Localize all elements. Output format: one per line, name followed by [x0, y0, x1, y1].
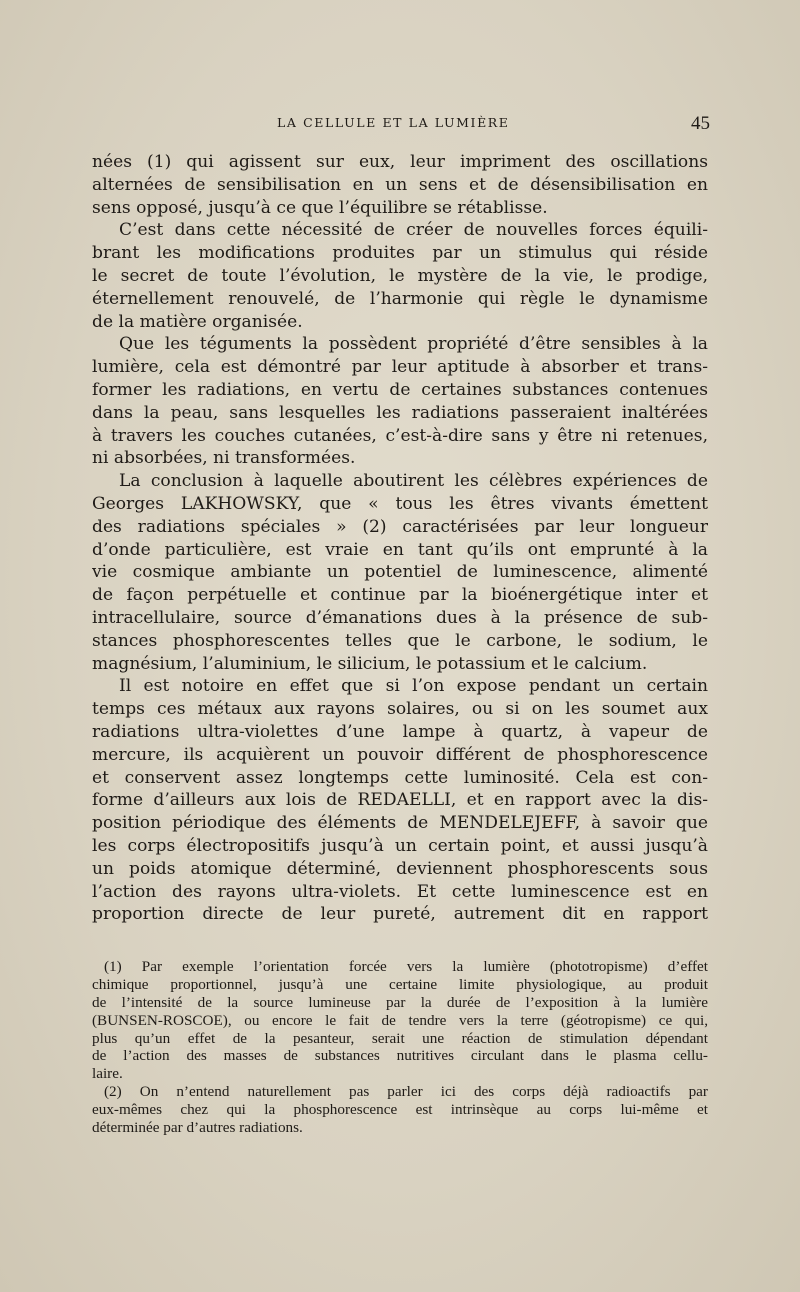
footnote-line: (1) Par exemple l’orientation forcée vers la lumière (phototropisme) d’effet: [104, 958, 708, 975]
body-line: ni absorbées, ni transformées.: [92, 448, 356, 469]
body-line: l’action des rayons ultra-violets. Et cette luminescence est en: [92, 881, 708, 902]
footnote-line: plus qu’un effet de la pesanteur, serait une réaction de stimulation dépendant: [92, 1029, 708, 1047]
body-line: et conservent assez longtemps cette luminosité. Cela est con-: [92, 767, 708, 788]
body-line: position périodique des éléments de MENDELEJEFF, à savoir que: [92, 813, 708, 834]
body-line: forme d’ailleurs aux lois de REDAELLI, et en rapport avec la dis-: [92, 790, 708, 811]
body-line: sens opposé, jusqu’à ce que l’équilibre se rétablisse.: [92, 197, 548, 218]
body-line: nées (1) qui agissent sur eux, leur impriment des oscillations: [92, 152, 708, 172]
body-line: un poids atomique déterminé, deviennent phosphorescents sous: [92, 858, 708, 879]
running-head: [92, 113, 710, 135]
body-text: [92, 151, 708, 926]
running-title: LA CELLULE ET LA LUMIÈRE: [277, 115, 510, 130]
body-line: dans la peau, sans lesquelles les radiations passeraient inaltérées: [92, 402, 708, 423]
body-line: intracellulaire, source d’émanations dues à la présence de sub-: [92, 607, 708, 628]
footnote-line: déterminée par d’autres radiations.: [92, 1119, 303, 1137]
footnote-line: eux-mêmes chez qui la phosphorescence est intrinsèque au corps lui-même et: [92, 1101, 708, 1119]
body-line: des radiations spéciales » (2) caractérisées par leur longueur: [92, 516, 708, 537]
footnotes: [92, 958, 708, 1137]
footnote-line: de l’action des masses de substances nutritives circulant dans le plasma cellu-: [92, 1047, 708, 1065]
body-line: former les radiations, en vertu de certaines substances contenues: [92, 379, 708, 400]
body-line: Que les téguments la possèdent propriété d’être sensibles à la: [119, 334, 708, 355]
body-line: de façon perpétuelle et continue par la bioénergétique inter et: [92, 585, 708, 606]
body-line: de la matière organisée.: [92, 311, 303, 332]
body-line: magnésium, l’aluminium, le silicium, le potassium et le calcium.: [92, 653, 648, 674]
body-line: mercure, ils acquièrent un pouvoir différent de phosphorescence: [92, 744, 708, 765]
body-line: éternellement renouvelé, de l’harmonie qui règle le dynamisme: [92, 288, 708, 309]
body-line: radiations ultra-violettes d’une lampe à quartz, à vapeur de: [92, 721, 708, 742]
footnote-line: laire.: [92, 1065, 123, 1083]
body-line: temps ces métaux aux rayons solaires, ou si on les soumet aux: [92, 699, 708, 720]
body-line: vie cosmique ambiante un potentiel de luminescence, alimenté: [92, 562, 708, 583]
body-line: Il est notoire en effet que si l’on expose pendant un certain: [119, 676, 708, 697]
body-line: La conclusion à laquelle aboutirent les célèbres expériences de: [119, 471, 708, 492]
body-line: le secret de toute l’évolution, le mystère de la vie, le prodige,: [92, 265, 708, 286]
footnote-line: chimique proportionnel, jusqu’à une certaine limite physiologique, au produit: [92, 975, 708, 993]
body-line: les corps électropositifs jusqu’à un certain point, et aussi jusqu’à: [92, 835, 708, 856]
body-line: alternées de sensibilisation en un sens et de désensibilisation en: [92, 174, 708, 195]
body-line: Georges LAKHOWSKY, que « tous les êtres vivants émettent: [92, 493, 708, 514]
page-number: 45: [691, 113, 710, 134]
footnote-line: de l’intensité de la source lumineuse par la durée de l’exposition à la lumière: [92, 993, 708, 1011]
body-line: à travers les couches cutanées, c’est-à-dire sans y être ni retenues,: [92, 425, 708, 446]
body-line: lumière, cela est démontré par leur aptitude à absorber et trans-: [92, 357, 708, 378]
body-line: brant les modifications produites par un stimulus qui réside: [92, 243, 708, 264]
body-line: proportion directe de leur pureté, autrement dit en rapport: [92, 904, 708, 925]
body-line: d’onde particulière, est vraie en tant qu’ils ont emprunté à la: [92, 539, 708, 560]
footnote-line: (2) On n’entend naturellement pas parler ici des corps déjà radioactifs par: [104, 1083, 708, 1101]
body-line: C’est dans cette nécessité de créer de nouvelles forces équili-: [119, 220, 708, 241]
body-line: stances phosphorescentes telles que le carbone, le sodium, le: [92, 630, 708, 651]
footnote-line: (BUNSEN-ROSCOE), ou encore le fait de tendre vers la terre (géotropisme) ce qui,: [92, 1011, 708, 1029]
